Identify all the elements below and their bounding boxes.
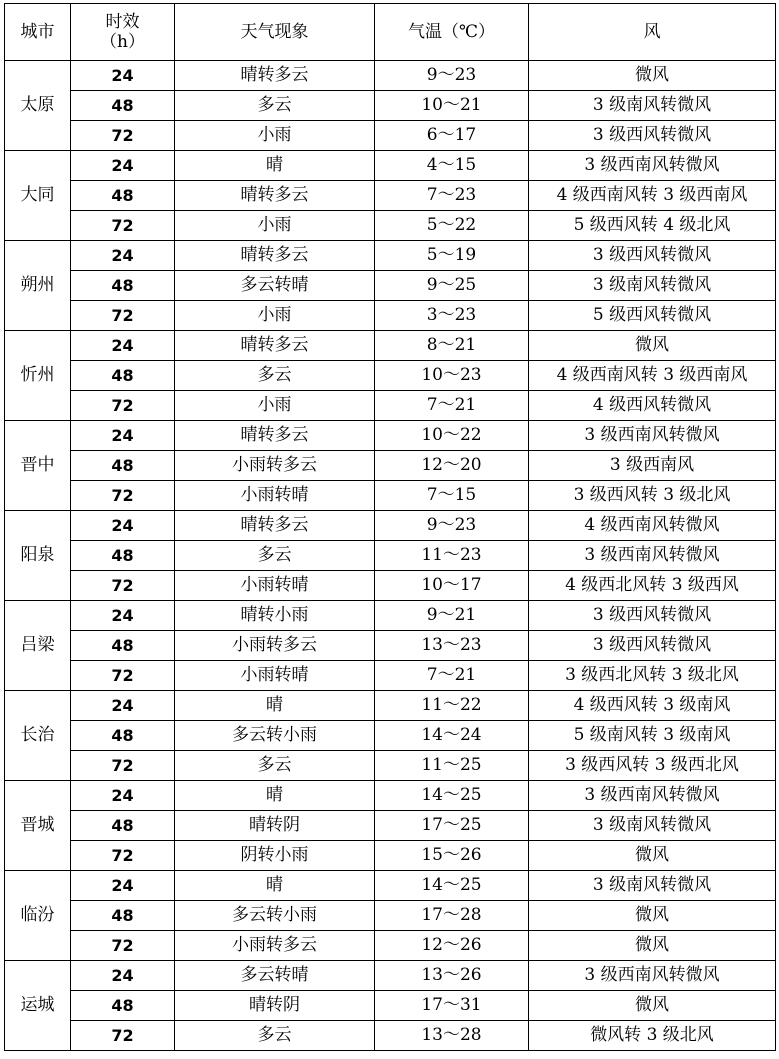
forecast-hours: 72 — [71, 481, 175, 511]
temperature-range: 9～25 — [375, 271, 529, 301]
weather-phenomenon: 多云 — [175, 361, 375, 391]
temperature-range: 7～15 — [375, 481, 529, 511]
weather-phenomenon: 小雨转多云 — [175, 631, 375, 661]
temperature-range: 5～22 — [375, 211, 529, 241]
wind-description: 3 级西风转 3 级北风 — [529, 481, 776, 511]
forecast-hours: 48 — [71, 721, 175, 751]
temperature-range: 13～23 — [375, 631, 529, 661]
temperature-range: 17～31 — [375, 991, 529, 1021]
table-row — [5, 961, 776, 991]
weather-phenomenon: 晴转多云 — [175, 61, 375, 91]
weather-phenomenon: 晴转多云 — [175, 331, 375, 361]
wind-description: 3 级南风转微风 — [529, 871, 776, 901]
wind-description: 4 级西南风转微风 — [529, 511, 776, 541]
temperature-range: 11～25 — [375, 751, 529, 781]
header-temperature: 气温（℃） — [375, 4, 529, 61]
temperature-range: 7～21 — [375, 391, 529, 421]
wind-description: 3 级西南风转微风 — [529, 421, 776, 451]
weather-phenomenon: 小雨 — [175, 391, 375, 421]
forecast-hours: 48 — [71, 811, 175, 841]
temperature-range: 11～22 — [375, 691, 529, 721]
table-row — [5, 331, 776, 361]
weather-phenomenon: 小雨转多云 — [175, 931, 375, 961]
weather-phenomenon: 多云转晴 — [175, 961, 375, 991]
city-name: 朔州 — [5, 241, 71, 331]
weather-phenomenon: 多云 — [175, 1021, 375, 1051]
forecast-hours: 72 — [71, 391, 175, 421]
weather-phenomenon: 晴 — [175, 871, 375, 901]
wind-description: 3 级西风转微风 — [529, 601, 776, 631]
forecast-hours: 24 — [71, 961, 175, 991]
wind-description: 3 级西南风转微风 — [529, 541, 776, 571]
weather-phenomenon: 晴转多云 — [175, 241, 375, 271]
weather-phenomenon: 小雨转晴 — [175, 661, 375, 691]
weather-phenomenon: 晴 — [175, 781, 375, 811]
temperature-range: 14～25 — [375, 781, 529, 811]
wind-description: 微风 — [529, 931, 776, 961]
forecast-body — [5, 61, 776, 1051]
table-row — [5, 781, 776, 811]
table-row — [5, 241, 776, 271]
temperature-range: 12～26 — [375, 931, 529, 961]
forecast-hours: 72 — [71, 1021, 175, 1051]
forecast-hours: 24 — [71, 421, 175, 451]
wind-description: 3 级南风转微风 — [529, 91, 776, 121]
weather-phenomenon: 小雨 — [175, 301, 375, 331]
header-weather: 天气现象 — [175, 4, 375, 61]
wind-description: 4 级西南风转 3 级西南风 — [529, 361, 776, 391]
weather-phenomenon: 阴转小雨 — [175, 841, 375, 871]
table-row — [5, 601, 776, 631]
header-hours — [71, 4, 175, 61]
city-name: 晋城 — [5, 781, 71, 871]
city-name: 运城 — [5, 961, 71, 1051]
table-row — [5, 301, 776, 331]
temperature-range: 10～23 — [375, 361, 529, 391]
forecast-hours: 48 — [71, 361, 175, 391]
weather-phenomenon: 晴转多云 — [175, 511, 375, 541]
forecast-hours: 72 — [71, 931, 175, 961]
city-name: 晋中 — [5, 421, 71, 511]
forecast-hours: 72 — [71, 571, 175, 601]
table-row — [5, 841, 776, 871]
table-row — [5, 721, 776, 751]
table-row — [5, 451, 776, 481]
weather-phenomenon: 小雨转晴 — [175, 571, 375, 601]
wind-description: 3 级西南风 — [529, 451, 776, 481]
forecast-hours: 24 — [71, 781, 175, 811]
table-row — [5, 421, 776, 451]
wind-description: 3 级南风转微风 — [529, 271, 776, 301]
weather-phenomenon: 多云 — [175, 91, 375, 121]
forecast-hours: 48 — [71, 991, 175, 1021]
weather-phenomenon: 晴转阴 — [175, 991, 375, 1021]
forecast-hours: 48 — [71, 451, 175, 481]
header-city: 城市 — [5, 4, 71, 61]
temperature-range: 4～15 — [375, 151, 529, 181]
table-row — [5, 91, 776, 121]
city-name: 长治 — [5, 691, 71, 781]
weather-phenomenon: 多云转小雨 — [175, 901, 375, 931]
temperature-range: 17～25 — [375, 811, 529, 841]
table-row — [5, 481, 776, 511]
temperature-range: 17～28 — [375, 901, 529, 931]
weather-phenomenon: 晴转阴 — [175, 811, 375, 841]
temperature-range: 12～20 — [375, 451, 529, 481]
wind-description: 4 级西风转微风 — [529, 391, 776, 421]
forecast-hours: 48 — [71, 631, 175, 661]
forecast-hours: 48 — [71, 901, 175, 931]
forecast-hours: 24 — [71, 691, 175, 721]
forecast-hours: 72 — [71, 301, 175, 331]
weather-phenomenon: 多云转小雨 — [175, 721, 375, 751]
temperature-range: 13～28 — [375, 1021, 529, 1051]
wind-description: 5 级西风转微风 — [529, 301, 776, 331]
wind-description: 微风 — [529, 901, 776, 931]
table-row — [5, 901, 776, 931]
table-row — [5, 271, 776, 301]
table-row — [5, 151, 776, 181]
table-row — [5, 391, 776, 421]
forecast-hours: 72 — [71, 841, 175, 871]
forecast-hours: 48 — [71, 181, 175, 211]
temperature-range: 11～23 — [375, 541, 529, 571]
table-row — [5, 691, 776, 721]
temperature-range: 7～21 — [375, 661, 529, 691]
weather-phenomenon: 晴转多云 — [175, 421, 375, 451]
wind-description: 微风 — [529, 841, 776, 871]
weather-phenomenon: 晴转多云 — [175, 181, 375, 211]
table-row — [5, 751, 776, 781]
forecast-hours: 72 — [71, 211, 175, 241]
forecast-hours: 48 — [71, 91, 175, 121]
weather-phenomenon: 多云 — [175, 751, 375, 781]
temperature-range: 14～24 — [375, 721, 529, 751]
table-row — [5, 871, 776, 901]
forecast-hours: 24 — [71, 61, 175, 91]
temperature-range: 9～23 — [375, 511, 529, 541]
forecast-hours: 24 — [71, 151, 175, 181]
temperature-range: 10～22 — [375, 421, 529, 451]
wind-description: 微风转 3 级北风 — [529, 1021, 776, 1051]
wind-description: 4 级西南风转 3 级西南风 — [529, 181, 776, 211]
weather-phenomenon: 小雨转晴 — [175, 481, 375, 511]
wind-description: 4 级西风转 3 级南风 — [529, 691, 776, 721]
forecast-hours: 72 — [71, 661, 175, 691]
forecast-hours: 24 — [71, 871, 175, 901]
temperature-range: 15～26 — [375, 841, 529, 871]
city-name: 阳泉 — [5, 511, 71, 601]
forecast-hours: 72 — [71, 121, 175, 151]
wind-description: 微风 — [529, 991, 776, 1021]
table-row — [5, 1021, 776, 1051]
table-row — [5, 931, 776, 961]
header-hours-line1: 时效 — [105, 11, 140, 32]
temperature-range: 5～19 — [375, 241, 529, 271]
temperature-range: 13～26 — [375, 961, 529, 991]
wind-description: 3 级西北风转 3 级北风 — [529, 661, 776, 691]
header-wind: 风 — [529, 4, 776, 61]
table-row — [5, 121, 776, 151]
temperature-range: 6～17 — [375, 121, 529, 151]
wind-description: 4 级西北风转 3 级西风 — [529, 571, 776, 601]
forecast-hours: 24 — [71, 511, 175, 541]
weather-phenomenon: 小雨 — [175, 121, 375, 151]
table-row — [5, 211, 776, 241]
wind-description: 3 级西风转微风 — [529, 631, 776, 661]
temperature-range: 14～25 — [375, 871, 529, 901]
city-name: 太原 — [5, 61, 71, 151]
temperature-range: 3～23 — [375, 301, 529, 331]
city-name: 大同 — [5, 151, 71, 241]
table-row — [5, 631, 776, 661]
wind-description: 5 级西风转 4 级北风 — [529, 211, 776, 241]
wind-description: 3 级西风转 3 级西北风 — [529, 751, 776, 781]
city-name: 忻州 — [5, 331, 71, 421]
city-name: 临汾 — [5, 871, 71, 961]
forecast-hours: 24 — [71, 241, 175, 271]
table-row — [5, 991, 776, 1021]
header-hours-line2: （h） — [100, 32, 145, 52]
weather-phenomenon: 小雨转多云 — [175, 451, 375, 481]
table-row — [5, 811, 776, 841]
table-row — [5, 661, 776, 691]
table-row — [5, 181, 776, 211]
temperature-range: 10～17 — [375, 571, 529, 601]
table-row — [5, 571, 776, 601]
temperature-range: 10～21 — [375, 91, 529, 121]
forecast-hours: 72 — [71, 751, 175, 781]
table-row — [5, 61, 776, 91]
wind-description: 微风 — [529, 331, 776, 361]
weather-phenomenon: 多云 — [175, 541, 375, 571]
table-row — [5, 541, 776, 571]
forecast-table — [4, 3, 776, 1051]
temperature-range: 9～23 — [375, 61, 529, 91]
weather-phenomenon: 晴 — [175, 151, 375, 181]
wind-description: 微风 — [529, 61, 776, 91]
weather-phenomenon: 小雨 — [175, 211, 375, 241]
forecast-hours: 48 — [71, 541, 175, 571]
wind-description: 3 级西南风转微风 — [529, 961, 776, 991]
wind-description: 3 级西风转微风 — [529, 121, 776, 151]
weather-phenomenon: 晴 — [175, 691, 375, 721]
temperature-range: 8～21 — [375, 331, 529, 361]
wind-description: 3 级西风转微风 — [529, 241, 776, 271]
temperature-range: 9～21 — [375, 601, 529, 631]
wind-description: 3 级南风转微风 — [529, 811, 776, 841]
wind-description: 3 级西南风转微风 — [529, 781, 776, 811]
forecast-hours: 48 — [71, 271, 175, 301]
table-row — [5, 361, 776, 391]
wind-description: 3 级西南风转微风 — [529, 151, 776, 181]
city-name: 吕梁 — [5, 601, 71, 691]
table-row — [5, 511, 776, 541]
weather-phenomenon: 多云转晴 — [175, 271, 375, 301]
header-row — [5, 4, 776, 61]
temperature-range: 7～23 — [375, 181, 529, 211]
wind-description: 5 级南风转 3 级南风 — [529, 721, 776, 751]
forecast-hours: 24 — [71, 331, 175, 361]
weather-phenomenon: 晴转小雨 — [175, 601, 375, 631]
forecast-hours: 24 — [71, 601, 175, 631]
